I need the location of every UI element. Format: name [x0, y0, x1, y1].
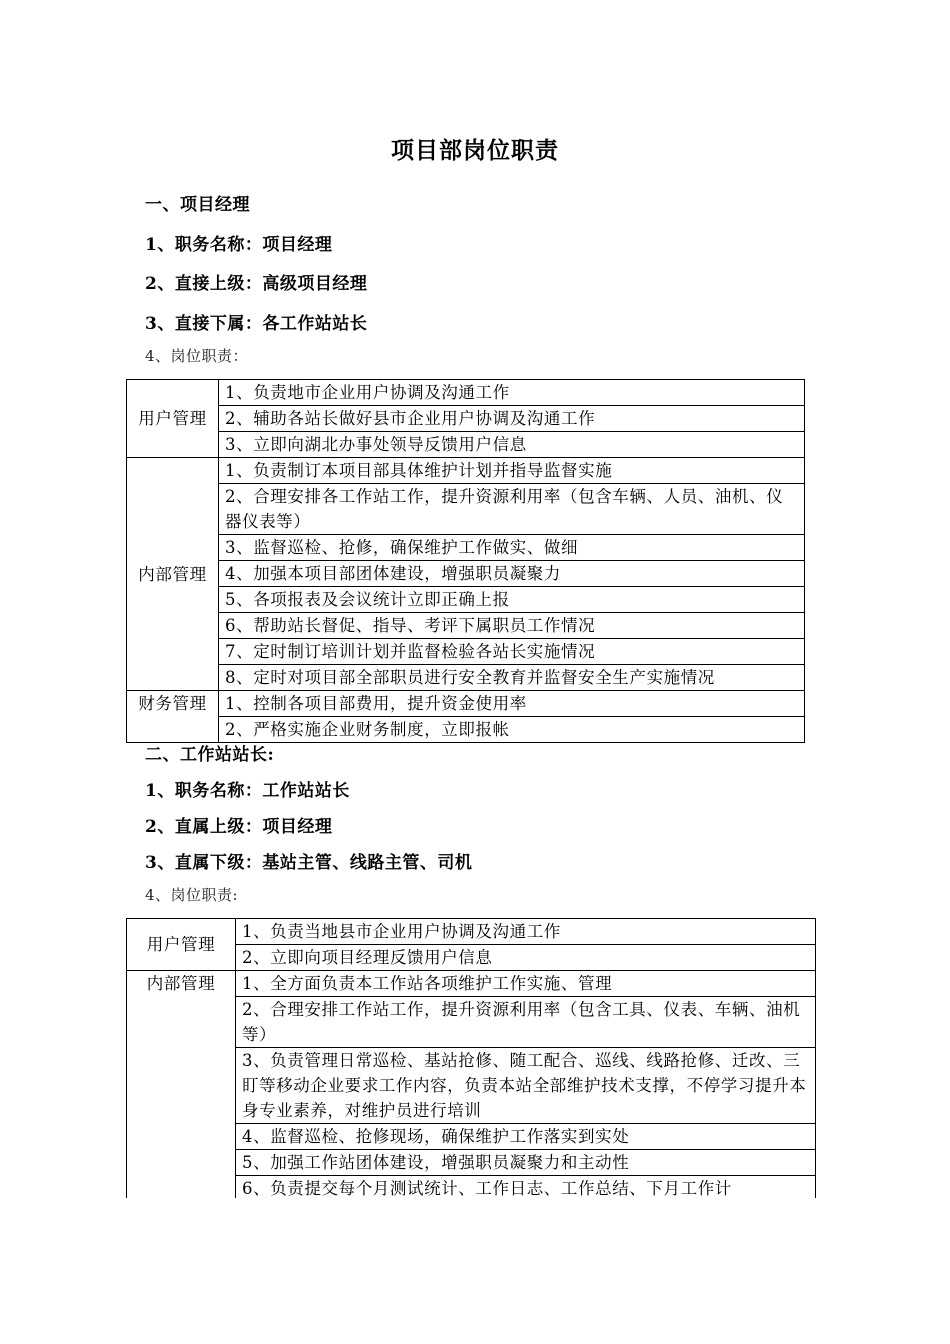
table-row: [127, 691, 805, 717]
table-row: [127, 971, 816, 997]
section1-superior: 2、直接上级：高级项目经理: [145, 274, 368, 294]
section1-job-title: 1、职务名称：项目经理: [145, 235, 333, 255]
project-manager-duties-table: [126, 379, 805, 743]
duty-item: 2、辅助各站长做好县市企业用户协调及沟通工作: [219, 406, 805, 432]
section1-duties-label: 4、岗位职责：: [145, 347, 249, 365]
table-row: [127, 458, 805, 484]
category-cell: 财务管理: [127, 691, 219, 743]
category-cell: 用户管理: [127, 380, 219, 458]
duty-item: 2、严格实施企业财务制度，立即报帐: [219, 717, 805, 743]
duty-item: 6、负责提交每个月测试统计、工作日志、工作总结、下月工作计: [236, 1176, 816, 1202]
table-row: [127, 717, 805, 743]
page-title: 项目部岗位职责: [391, 137, 559, 164]
category-cell: 内部管理: [127, 971, 236, 1202]
table-row: [127, 665, 805, 691]
category-cell: 内部管理: [127, 458, 219, 691]
duty-item: 7、定时制订培训计划并监督检验各站长实施情况: [219, 639, 805, 665]
table-row: [127, 380, 805, 406]
section1-heading: 一、项目经理: [145, 195, 250, 215]
duty-item: 1、负责制订本项目部具体维护计划并指导监督实施: [219, 458, 805, 484]
duty-item: 5、各项报表及会议统计立即正确上报: [219, 587, 805, 613]
duty-item: 3、立即向湖北办事处领导反馈用户信息: [219, 432, 805, 458]
duty-item: 2、合理安排各工作站工作，提升资源利用率（包含车辆、人员、油机、仪器仪表等）: [219, 484, 805, 535]
duty-item: 1、负责当地县市企业用户协调及沟通工作: [236, 919, 816, 945]
section2-superior: 2、直属上级：项目经理: [145, 817, 333, 837]
section2-heading: 二、工作站站长:: [145, 745, 275, 765]
station-manager-duties-table: [126, 918, 816, 1202]
table-row: [127, 561, 805, 587]
section1-subordinate: 3、直接下属：各工作站站长: [145, 314, 368, 334]
table-row: [127, 919, 816, 945]
duty-item: 6、帮助站长督促、指导、考评下属职员工作情况: [219, 613, 805, 639]
table-row: [127, 484, 805, 535]
duty-item: 4、监督巡检、抢修现场，确保维护工作落实到实处: [236, 1124, 816, 1150]
table-row: [127, 406, 805, 432]
duty-item: 3、监督巡检、抢修，确保维护工作做实、做细: [219, 535, 805, 561]
duty-item: 1、负责地市企业用户协调及沟通工作: [219, 380, 805, 406]
table-row: [127, 432, 805, 458]
duty-item: 2、合理安排工作站工作，提升资源利用率（包含工具、仪表、车辆、油机等）: [236, 997, 816, 1048]
duty-item: 5、加强工作站团体建设，增强职员凝聚力和主动性: [236, 1150, 816, 1176]
duty-item: 2、立即向项目经理反馈用户信息: [236, 945, 816, 971]
section2-subordinate: 3、直属下级：基站主管、线路主管、司机: [145, 853, 473, 873]
duty-item: 1、全方面负责本工作站各项维护工作实施、管理: [236, 971, 816, 997]
section2-duties-label: 4、岗位职责:: [145, 886, 239, 904]
section2-job-title: 1、职务名称：工作站站长: [145, 781, 350, 801]
table-row: [127, 639, 805, 665]
page-bottom-margin: [0, 1198, 950, 1344]
category-cell: 用户管理: [127, 919, 236, 971]
duty-item: 3、负责管理日常巡检、基站抢修、随工配合、巡线、线路抢修、迁改、三盯等移动企业要求工作内容，负责本站全部维护技术支撑，不停学习提升本身专业素养，对维护员进行培训: [236, 1048, 816, 1124]
table-row: [127, 613, 805, 639]
table-row: [127, 535, 805, 561]
duty-item: 8、定时对项目部全部职员进行安全教育并监督安全生产实施情况: [219, 665, 805, 691]
duty-item: 4、加强本项目部团体建设，增强职员凝聚力: [219, 561, 805, 587]
table-row: [127, 587, 805, 613]
duty-item: 1、控制各项目部费用，提升资金使用率: [219, 691, 805, 717]
